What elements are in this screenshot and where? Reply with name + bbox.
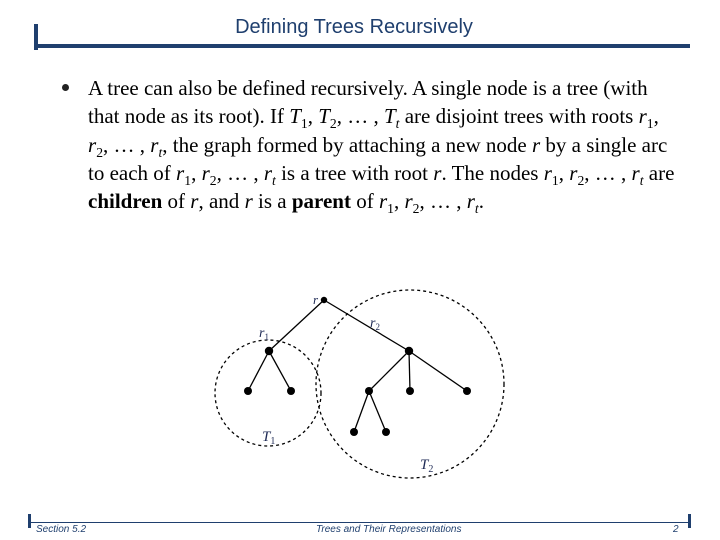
edge-root-r1 <box>269 300 324 351</box>
footer-section: Section 5.2 <box>36 524 87 535</box>
r2-node <box>405 347 413 355</box>
edge-c1-leaf1 <box>354 391 369 432</box>
children-term: children <box>88 189 163 214</box>
footer-title: Trees and Their Representations <box>316 524 462 535</box>
edge-root-r2 <box>324 300 409 351</box>
root-label: r <box>313 292 319 307</box>
edge-r1-leaf1 <box>248 351 269 391</box>
tree-node <box>463 387 471 395</box>
footer-rule <box>28 522 688 523</box>
parent-term: parent <box>291 189 351 214</box>
tree-node <box>244 387 252 395</box>
t2-label: $T_2$ <box>420 457 434 475</box>
footer-page-number: 2 <box>673 524 679 535</box>
r1-node <box>265 347 273 355</box>
r2-label: $r_2$ <box>370 316 380 332</box>
t1-label: $T_1$ <box>262 429 276 447</box>
tree-node <box>365 387 373 395</box>
tree-node <box>287 387 295 395</box>
definition-paragraph: A tree can also be defined recursively. A single node is a tree (with that node as its root). If $T_1$, $T_2$, … , $T_t$ are disjoint trees with roots $r_1$, $r_2$, … , $r_t$, the graph formed by attaching a new node r by a single arc to each of $r_1$, $r_2$, … , $r_t$ is a tree with root r. The nodes $r_1$, $r_2$, … , $r_t$ are children of r, and r is a parent of $r_1$, $r_2$, … , $r_t$. <box>88 76 675 217</box>
tree-node <box>382 428 390 436</box>
tree-node <box>350 428 358 436</box>
tree-node <box>406 387 414 395</box>
footer-tick-right <box>688 514 691 528</box>
edge-r2-child2 <box>409 351 410 391</box>
edge-c1-leaf2 <box>369 391 386 432</box>
root-node <box>321 297 327 303</box>
edge-r2-child1 <box>369 351 409 391</box>
edge-r1-leaf2 <box>269 351 291 391</box>
footer-tick-left <box>28 514 31 528</box>
edge-r2-child3 <box>409 351 467 391</box>
r1-label: $r_1$ <box>259 326 269 342</box>
slide-title: Defining Trees Recursively <box>235 16 473 38</box>
